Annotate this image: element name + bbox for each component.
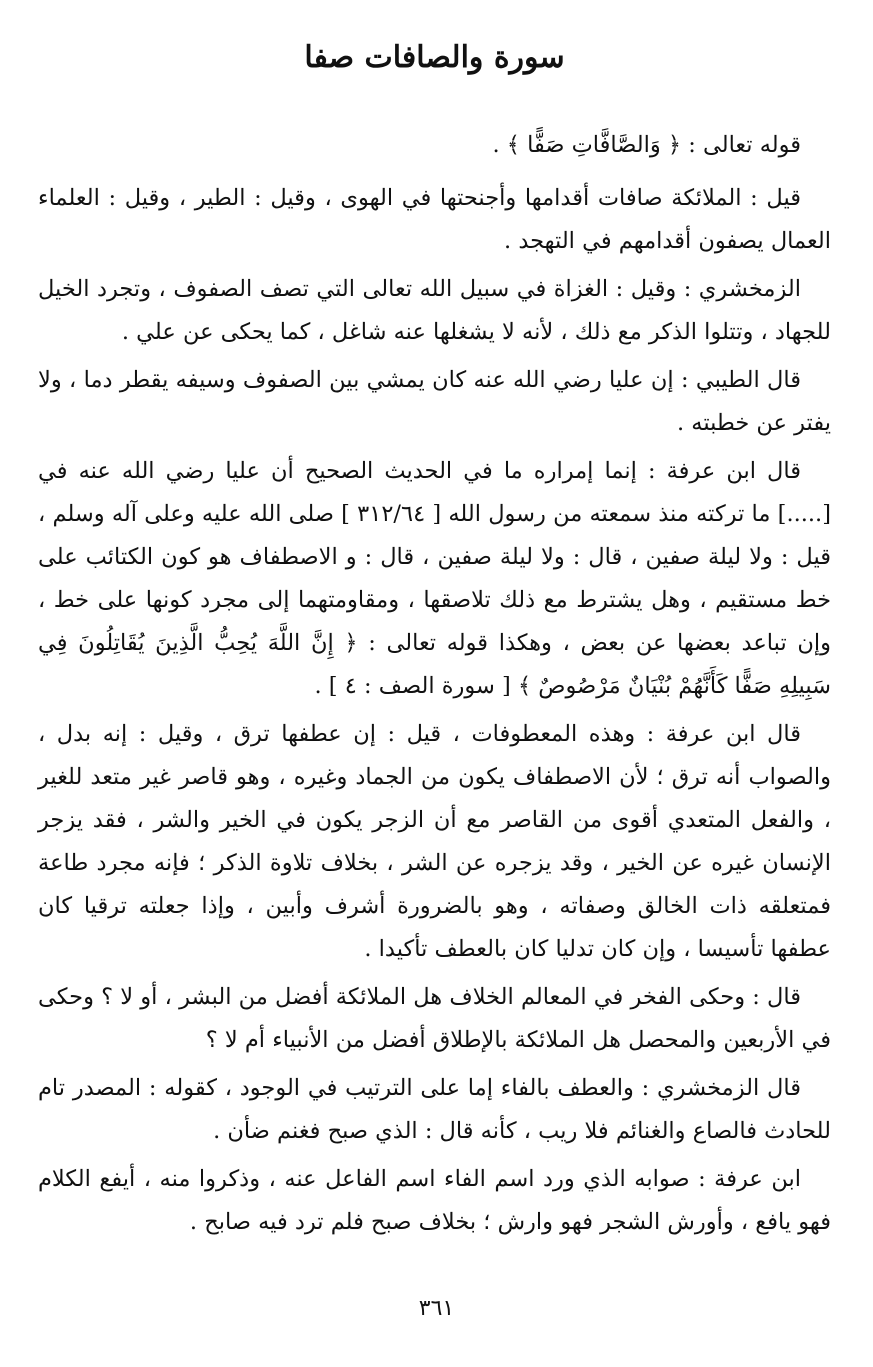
paragraph-angels: قيل : الملائكة صافات أقدامها وأجنحتها في الهوى ، وقيل : الطير ، وقيل : العلماء العمال يصفون أقدامهم في التهجد . [38, 185, 831, 254]
paragraph-ibn-arafa-fa: ابن عرفة : صوابه الذي ورد اسم الفاء اسم الفاعل عنه ، وذكروا منه ، أيفع الكلام فهو يافع ، وأورش الشجر فهو وارش ؛ بخلاف صبح فلم ترد فيه صابح . [38, 1166, 831, 1235]
page-title: سورة والصافات صفا [304, 40, 565, 75]
paragraph-ibn-arafa-maatufat: قال ابن عرفة : وهذه المعطوفات ، قيل : إن عطفها ترق ، وقيل : إنه بدل ، والصواب أنه ترق ؛ لأن الاصطفاف يكون من الجماد وغيره ، وهو قاصر غير متعد للغير ، والفعل المتعدي أقوى من القاصر مع أن الزجر يكون في الخير والشر ، فقد يزجر الإنسان غيره عن الخير ، وقد يزجره عن الشر ، بخلاف تلاوة الذكر ؛ فإنه مجرد طاعة فمتعلقه ذات الخالق وصفاته ، وهو بالضرورة أشرف وأبين ، وإذا جعلته ترقيا كان عطفها تأسيسا ، وإن كان تدليا كان بالعطف تأكيدا . [38, 721, 831, 962]
paragraph-fakhr: قال : وحكى الفخر في المعالم الخلاف هل الملائكة أفضل من البشر ، أو لا ؟ وحكى في الأربعين والمحصل هل الملائكة بالإطلاق أفضل من الأنبياء أم لا ؟ [38, 984, 831, 1053]
paragraph-zamakhshari-ghuzat: الزمخشري : وقيل : الغزاة في سبيل الله تعالى التي تصف الصفوف ، وتجرد الخيل للجهاد ، وتتلوا الذكر مع ذلك ، لأنه لا يشغلها عنه شاغل ، كما يحكى عن علي . [38, 276, 831, 345]
paragraph-ibn-arafa-hadith: قال ابن عرفة : إنما إمراره ما في الحديث الصحيح أن عليا رضي الله عنه في [.....] ما تركته منذ سمعته من رسول الله [ ٣١٢/٦٤ ] صلى الله عليه وعلى آله وسلم ، قيل : ولا ليلة صفين ، قال : ولا ليلة صفين ، قال : و الاصطفاف هو كون الكتائب على خط مستقيم ، وهل يشترط مع ذلك تلاصقها ، ومقاومتهما إلى مجرد كونها على خط ، وإن تباعد بعضها عن بعض ، وهكذا قوله تعالى : ﴿ إِنَّ اللَّهَ يُحِبُّ الَّذِينَ يُقَاتِلُونَ فِي سَبِيلِهِ صَفًّا كَأَنَّهُمْ بُنْيَانٌ مَرْصُوصٌ ﴾ [ سورة الصف : ٤ ] . [38, 458, 831, 699]
paragraph-tibi: قال الطيبي : إن عليا رضي الله عنه كان يمشي بين الصفوف وسيفه يقطر دما ، ولا يفتر عن خطبته . [38, 367, 831, 436]
paragraph-zamakhshari-atf: قال الزمخشري : والعطف بالفاء إما على الترتيب في الوجود ، كقوله : المصدر تام للحادث فالصاع والغنائم فلا ريب ، كأنه قال : الذي صبح فغنم ضأن . [38, 1075, 831, 1144]
page-number: ٣٦١ [418, 1296, 455, 1321]
paragraph-verse-intro: قوله تعالى : ﴿ وَالصَّافَّاتِ صَفًّا ﴾ . [492, 132, 801, 158]
